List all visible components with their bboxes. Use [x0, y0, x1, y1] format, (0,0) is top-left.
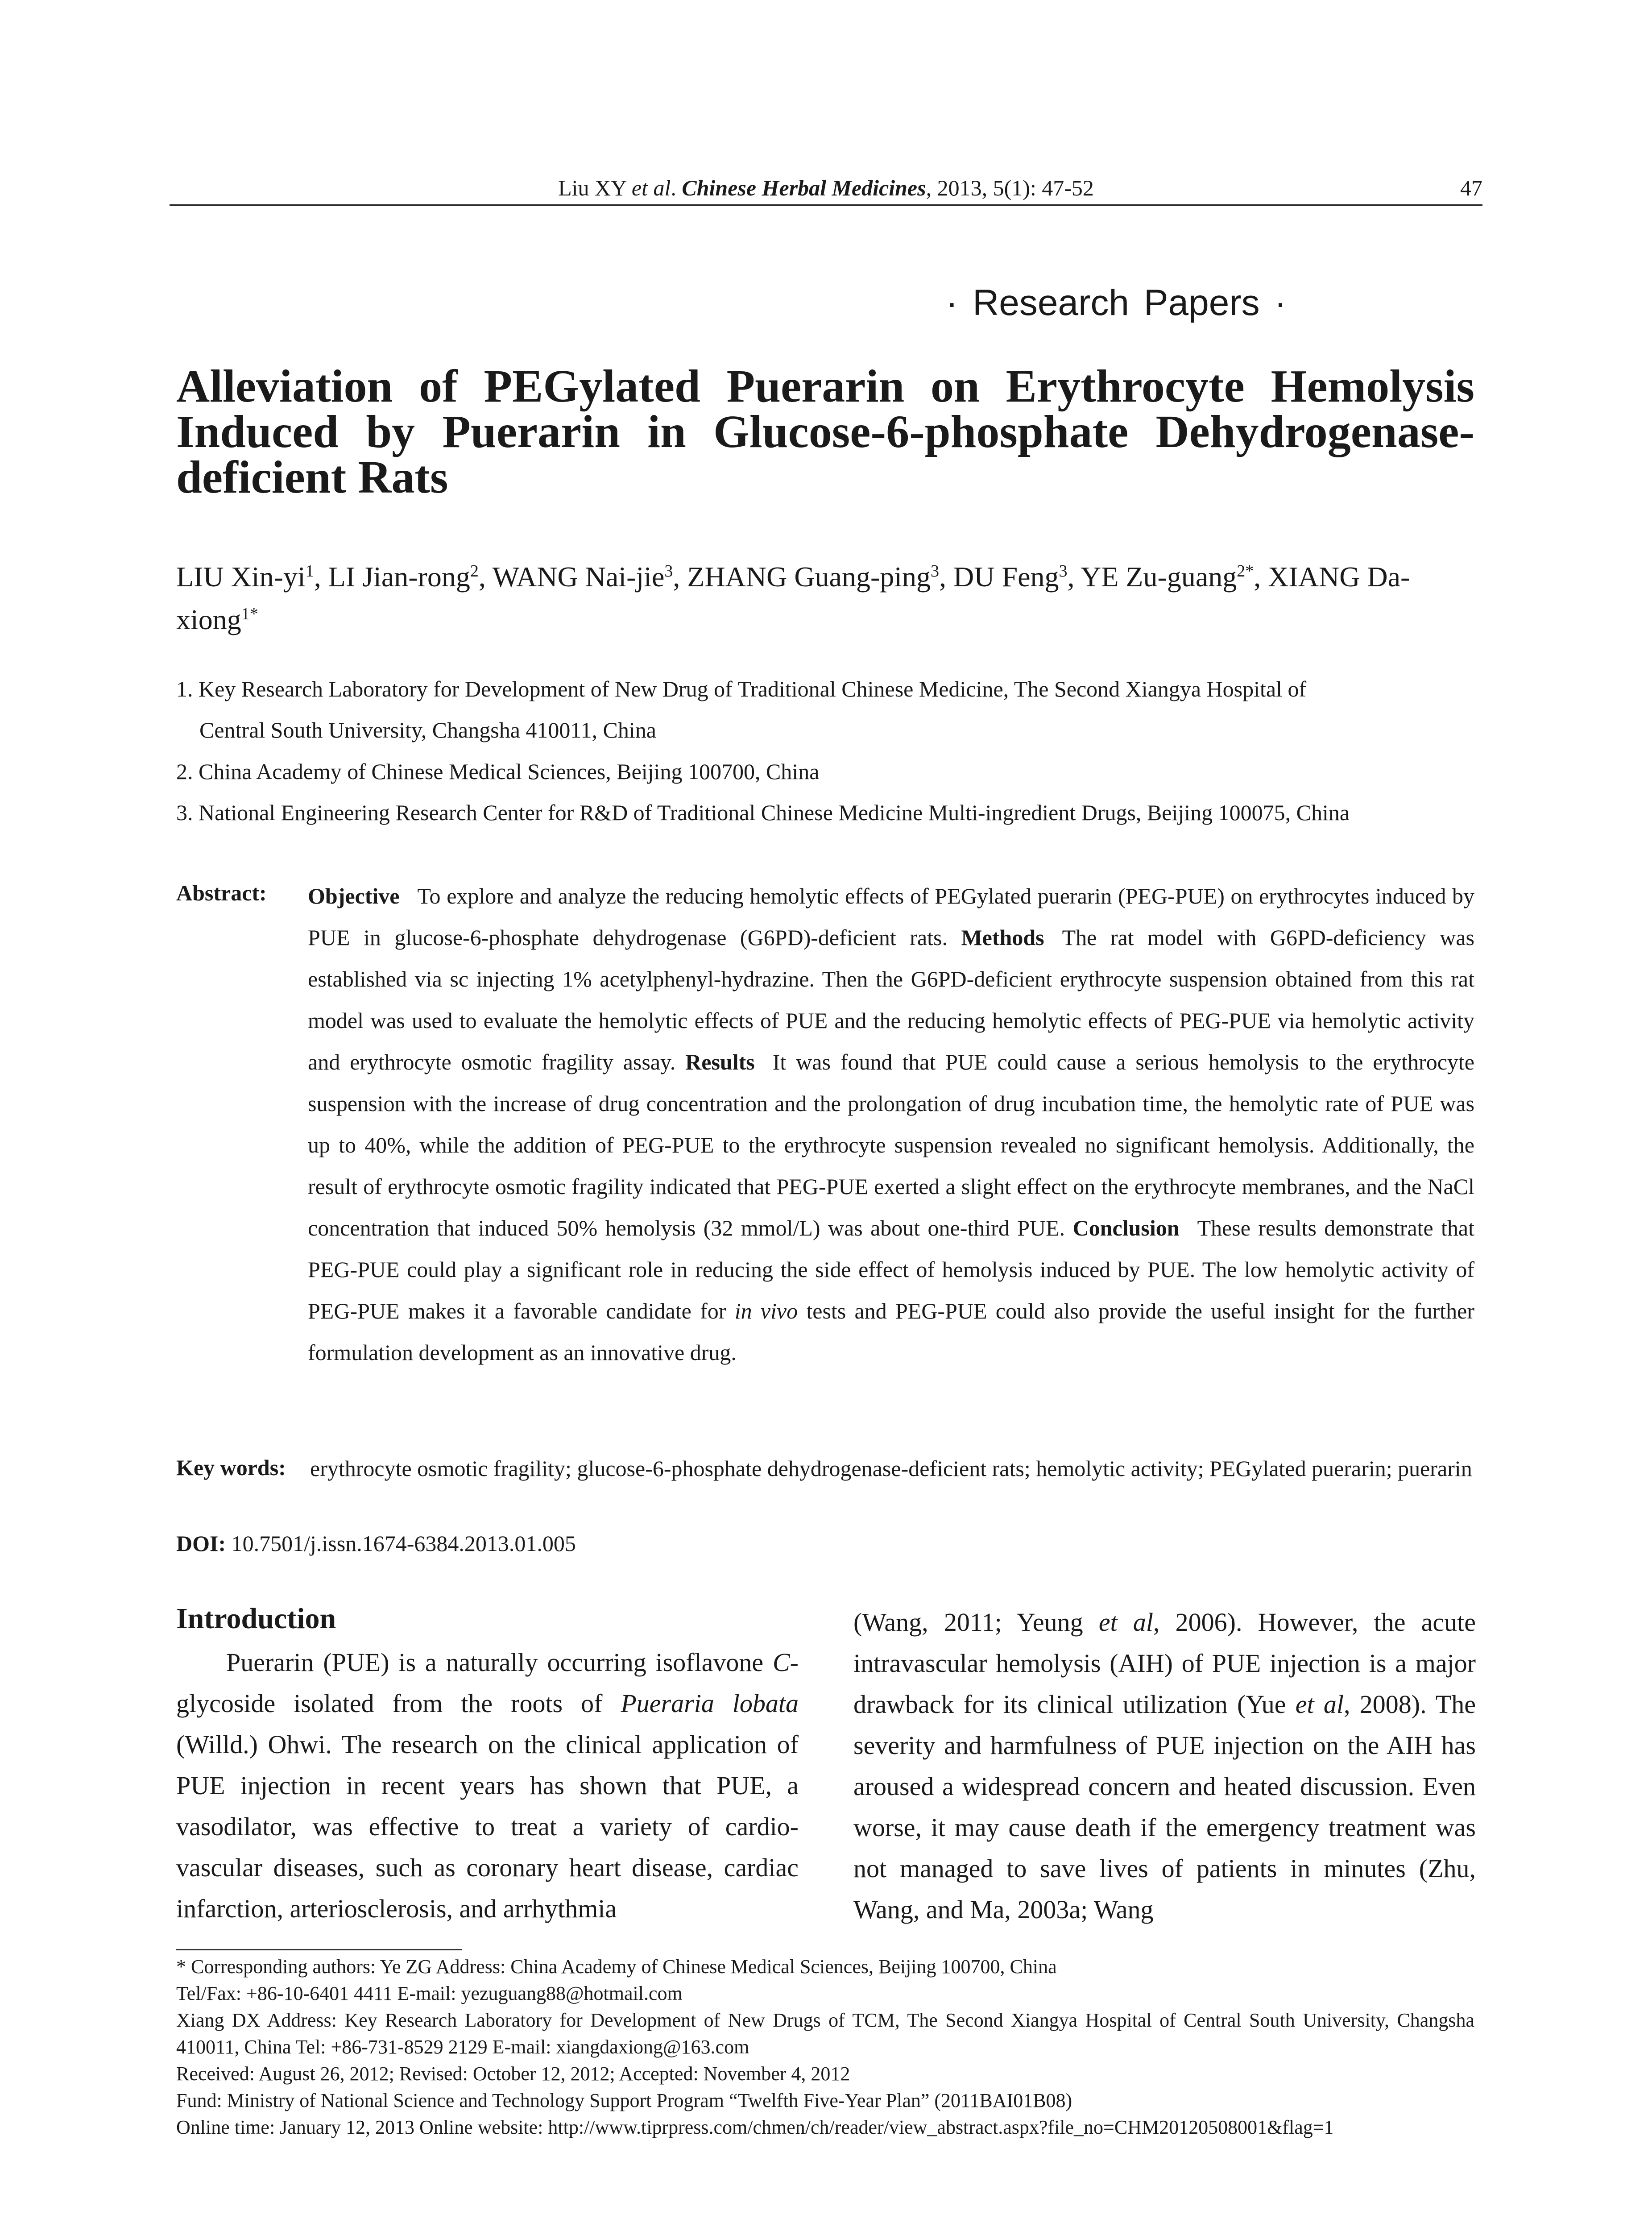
conclusion-text: These results demonstrate that PEG-PUE could play a significant role in reducing the side effect of hemolysis induced by PUE. The low hemolytic activity of PEG-PUE makes it a favorable candidate for [308, 1215, 1475, 1323]
introduction-left-column: Puerarin (PUE) is a naturally occurring isoflavone C-glycoside isolated from the roots of Pueraria lobata (Willd.) Ohwi. The research on the clinical application of PUE injection in recent years has shown that PUE, a vasodilator, was effective to treat a variety of cardio-vascular diseases, such as coronary heart disease, cardiac infarction, arteriosclerosis, and arrhythmia [176, 1648, 799, 1923]
author: YE Zu-guang$^{2*}$, [1081, 561, 1268, 593]
footnote-rule [176, 1949, 462, 1950]
author: WANG Nai-jie$^3$, [492, 561, 687, 593]
keywords-label: Key words: [176, 1455, 286, 1480]
affiliation-1-line-2: Central South University, Changsha 410011, China [199, 717, 656, 742]
objective-label: Objective [308, 883, 400, 908]
citation-dot: . [671, 175, 682, 200]
species-name: Pueraria lobata [621, 1689, 799, 1718]
running-header-citation [170, 175, 1482, 201]
affiliation-1 [176, 668, 1474, 751]
author: LIU Xin-$yi^1$, [176, 561, 328, 593]
results-text: It was found that PUE could cause a serious hemolysis to the erythrocyte suspension with the increase of drug concentration and the prolongation of drug incubation time, the hemolytic rate of PUE was up to 40%, while the addition of PEG-PUE to the erythrocyte suspension revealed no significant hemolysis. Additionally, the result of erythrocyte osmotic fragility indicated that PEG-PUE exerted a slight effect on the erythrocyte membranes, and the NaCl concentration that induced 50% hemolysis (32 mmol/L) was about one-third PUE. [308, 1049, 1474, 1240]
footnote-contact-ye: Tel/Fax: +86-10-6401 4411 E-mail: yezuguang88@hotmail.com [176, 1982, 683, 2004]
author: DU Feng$^3$, [953, 561, 1081, 593]
objective-text: To explore and analyze the reducing hemolytic effects of PEGylated puerarin (PEG-PUE) on erythrocytes induced by PUE in glucose-6-phosphate dehydrogenase (G6PD)-deficient rats. [308, 883, 1474, 950]
section-label: · Research Papers · [946, 282, 1287, 323]
page-number: 47 [1460, 175, 1482, 200]
introduction-right-column: (Wang, 2011; Yeung et al, 2006). However, the acute intravascular hemolysis (AIH) of PUE injection is a major drawback for its clinical utilization (Yue et al, 2008). The severity and harmfulness of PUE injection on the AIH has aroused a widespread concern and heated discussion. Even worse, it may cause death if the emergency treatment was not managed to save lives of patients in minutes (Zhu, Wang, and Ma, 2003a; Wang [853, 1608, 1476, 1924]
conclusion-italic: in vivo [734, 1298, 798, 1323]
citation-volume: , 2013, 5(1): 47-52 [926, 175, 1094, 200]
conclusion-text-end: tests and PEG-PUE could also provide the useful insight for the further formulation development as an innovative drug. [308, 1298, 1474, 1365]
keywords-text: erythrocyte osmotic fragility; glucose-6-phosphate dehydrogenase-deficient rats; hemolytic activity; PEGylated puerarin; puerarin [310, 1456, 1472, 1481]
footnote-received: Received: August 26, 2012; Revised: October 12, 2012; Accepted: November 4, 2012 [176, 2063, 850, 2085]
footnote-online: Online time: January 12, 2013 Online website: http://www.tiprpress.com/chmen/ch/reader/view_abstract.aspx?file_no=CHM20120508001&flag=1 [176, 2116, 1334, 2138]
doi-label: DOI: [176, 1531, 226, 1556]
abstract-body [308, 875, 1474, 1373]
conclusion-label: Conclusion [1072, 1215, 1180, 1240]
abstract-label: Abstract: [176, 880, 267, 905]
paper-title: Alleviation of PEGylated Puerarin on Erythrocyte Hemolysis Induced by Puerarin in Glucose-6-phosphate Dehydrogenase-deficient Rats [176, 361, 1474, 503]
citation-author: Liu XY [558, 175, 632, 200]
methods-label: Methods [961, 925, 1044, 950]
author: LI Jian-rong$^2$, [328, 561, 493, 593]
citation-journal: Chinese Herbal Medicines [682, 175, 926, 200]
doi-value: 10.7501/j.issn.1674-6384.2013.01.005 [226, 1531, 576, 1556]
methods-text: The rat model with G6PD-deficiency was established via sc injecting 1% acetylphenyl-hydrazine. Then the G6PD-deficient erythrocyte suspension obtained from this rat model was used to evaluate the hemolytic effects of PUE and the reducing hemolytic effects of PEG-PUE via hemolytic activity and erythrocyte osmotic fragility assay. [308, 925, 1474, 1074]
affiliation-2: 2. China Academy of Chinese Medical Sciences, Beijing 100700, China [176, 759, 820, 784]
footnote-contact-xiang: Xiang DX Address: Key Research Laboratory for Development of New Drugs of TCM, The Second Xiangya Hospital of Central South University, Changsha 410011, China Tel: +86-731-8529 2129 E-mail: xiangdaxiong@163.com [176, 2009, 1474, 2058]
introduction-heading: Introduction [176, 1602, 336, 1635]
author-list [176, 556, 1474, 641]
footnote-corresponding: * Corresponding authors: Ye ZG Address: China Academy of Chinese Medical Sciences, Beijing 100700, China [176, 1956, 1057, 1978]
header-rule [170, 204, 1482, 206]
footnotes [176, 1953, 1474, 2141]
author: XIANG Da-xiong$^{1*}$ [176, 561, 1410, 635]
results-label: Results [685, 1049, 755, 1074]
affiliation-1-line-1: 1. Key Research Laboratory for Development of New Drug of Traditional Chinese Medicine, The Second Xiangya Hospital of [176, 676, 1307, 701]
footnote-fund: Fund: Ministry of National Science and Technology Support Program “Twelfth Five-Year Plan” (2011BAI01B08) [176, 2090, 1072, 2111]
doi-line [176, 1530, 576, 1556]
citation-etal: et al [631, 175, 671, 200]
affiliation-3: 3. National Engineering Research Center for R&D of Traditional Chinese Medicine Multi-ingredient Drugs, Beijing 100075, China [176, 800, 1350, 825]
author: ZHANG Guang-ping$^3$, [687, 561, 954, 593]
